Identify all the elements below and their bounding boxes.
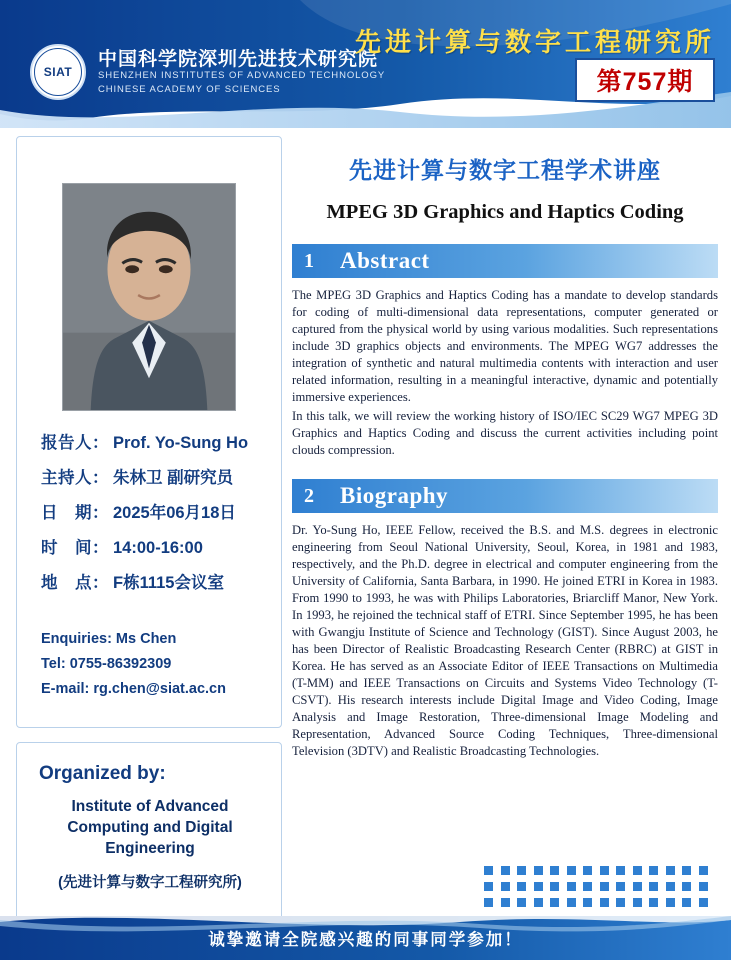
detail-label: 报告人：	[41, 434, 109, 452]
right-column	[292, 140, 718, 760]
biography-paragraph-1: Dr. Yo-Sung Ho, IEEE Fellow, received the B.S. and M.S. degrees in electronic engineering from Seoul National University, Seoul, Korea, in 1981 and 1983, respectively, and the Ph.D. degree in electrical and computer engineering from the University of California, Santa Barbara, in 1990. He joined ETRI in Korea in 1983. From 1990 to 1993, he was with Philips Laboratories, Briarcliff Manor, New York. In 1993, he rejoined the technical staff of ETRI. Since September 1995, he has been with Gwangju Institute of Science and Technology (GIST). Since August 2003, he has been Director of Realistic Broadcasting Research Center (RBRC) at GIST in Korea. He has served as an Associate Editor of IEEE Transactions on Multimedia (T-MM) and IEEE Transactions on Circuits and Systems Video Technology (T-CSVT). His research interests include Digital Image and Video Coding, Image Analysis and Image Restoration, Three-dimensional Image Modeling and Representation, Advanced Source Coding Techniques, Three-dimensional Television (3DTV) and Realistic Broadcasting Technologies.	[292, 523, 718, 758]
portrait-graphic	[63, 184, 235, 410]
detail-label: 主持人：	[41, 469, 109, 487]
detail-value: Prof. Yo-Sung Ho	[113, 434, 249, 452]
organizer-card	[16, 742, 282, 926]
detail-label: 地 点：	[41, 574, 109, 592]
institute-name: 先进计算与数字工程研究所	[354, 27, 715, 57]
contact-email[interactable]: E-mail: rg.chen@siat.ac.cn	[41, 681, 226, 697]
speaker-info-card	[16, 136, 282, 728]
organization-name-en-line1: SHENZHEN INSTITUTES OF ADVANCED TECHNOLOGY	[98, 70, 386, 81]
detail-value: 2025年06月18日	[113, 504, 236, 522]
list-item	[41, 569, 267, 593]
contact-enquiries: Enquiries: Ms Chen	[41, 631, 177, 647]
speaker-photo	[62, 183, 236, 411]
dot-row	[484, 882, 716, 891]
contact-telephone: Tel: 0755-86392309	[41, 656, 172, 672]
section-number: 1	[304, 249, 314, 272]
left-column	[16, 136, 282, 926]
poster-footer	[0, 916, 731, 960]
organizer-name-en: Institute of Advanced Computing and Digital Engineering	[67, 798, 233, 857]
section-number: 2	[304, 484, 314, 507]
section-title: Abstract	[340, 248, 430, 273]
siat-logo-text: SIAT	[34, 48, 82, 96]
talk-title: MPEG 3D Graphics and Haptics Coding	[326, 201, 684, 223]
abstract-paragraph-1: The MPEG 3D Graphics and Haptics Coding has a mandate to develop standards for coding of multi-dimensional data representations, computer generated or captured from the physical world by using various modalities. Such representations include 3D graphics objects and environments. The MPEG WG7 addresses the integration of synthetic and natural multimedia contents with interaction and user related information, resulting in a meaningful interactive, dynamic and potentially immersive experiences.	[292, 288, 718, 404]
detail-label: 时 间：	[41, 539, 109, 557]
detail-value: F栋1115会议室	[113, 574, 224, 592]
footer-invitation-text: 诚挚邀请全院感兴趣的同事同学参加！	[208, 931, 523, 949]
list-item	[41, 464, 267, 488]
issue-number-text: 第757期	[596, 68, 694, 96]
section-header-biography	[292, 479, 718, 513]
abstract-paragraph-2: In this talk, we will review the working history of ISO/IEC SC29 WG7 MPEG 3D Graphics and Haptics Coding and discuss the current activities including point clouds compression.	[292, 409, 718, 457]
organization-name-en-line2: CHINESE ACADEMY OF SCIENCES	[98, 84, 281, 95]
event-details-list	[41, 429, 267, 604]
contact-block	[41, 631, 271, 706]
dot-row	[484, 866, 716, 875]
detail-value: 14:00-16:00	[113, 539, 203, 557]
section-header-abstract	[292, 244, 718, 278]
lecture-series-title: 先进计算与数字工程学术讲座	[349, 157, 661, 183]
organized-by-label: Organized by:	[39, 763, 166, 784]
section-title: Biography	[340, 483, 449, 508]
siat-logo-icon	[30, 44, 86, 100]
issue-number-badge	[575, 58, 715, 102]
organization-name-cn: 中国科学院深圳先进技术研究院	[98, 49, 379, 70]
list-item	[41, 534, 267, 558]
list-item	[41, 429, 267, 453]
poster-header	[0, 0, 731, 128]
list-item	[41, 499, 267, 523]
dot-grid-decoration	[484, 866, 716, 910]
organizer-name-cn: (先进计算与数字工程研究所)	[58, 875, 242, 891]
detail-label: 日 期：	[41, 504, 109, 522]
dot-row	[484, 898, 716, 907]
detail-value: 朱林卫 副研究员	[113, 469, 234, 487]
